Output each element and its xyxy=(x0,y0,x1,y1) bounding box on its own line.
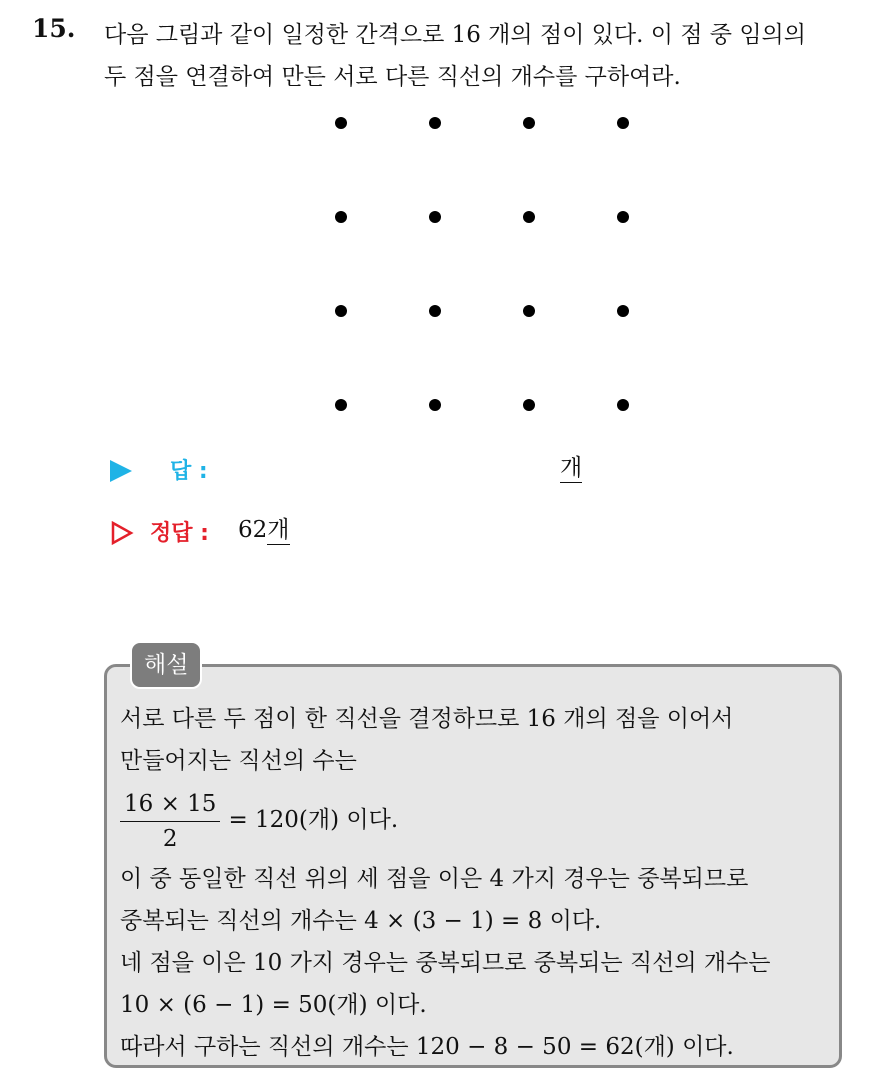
correct-answer-row xyxy=(110,516,510,550)
question-number: 15. xyxy=(32,14,76,43)
answer-row xyxy=(110,454,583,488)
solution-line: 서로 다른 두 점이 한 직선을 결정하므로 16 개의 점을 이어서 xyxy=(120,706,734,732)
play-triangle-icon xyxy=(110,460,132,482)
question-text xyxy=(104,14,874,98)
correct-value xyxy=(238,516,290,545)
grid-dot xyxy=(429,305,441,317)
correct-number: 62 xyxy=(238,517,268,543)
grid-dot xyxy=(523,305,535,317)
grid-dot xyxy=(335,399,347,411)
grid-dot xyxy=(523,117,535,129)
solution-line: 10 × (6 − 1) = 50(개) 이다. xyxy=(120,992,427,1018)
fraction-denominator: 2 xyxy=(162,825,178,852)
answer-blank[interactable] xyxy=(560,454,582,483)
grid-dot xyxy=(523,211,535,223)
grid-dot xyxy=(617,117,629,129)
fraction xyxy=(120,787,220,856)
grid-dot xyxy=(335,305,347,317)
solution-text xyxy=(120,698,840,1068)
solution-line: 만들어지는 직선의 수는 xyxy=(120,748,357,774)
grid-dot xyxy=(617,211,629,223)
grid-dot xyxy=(523,399,535,411)
grid-dot xyxy=(335,211,347,223)
answer-label: 답 : xyxy=(170,459,208,484)
correct-unit: 개 xyxy=(267,517,290,543)
fraction-numerator: 16 × 15 xyxy=(120,787,220,822)
solution-line: 네 점을 이은 10 가지 경우는 중복되므로 중복되는 직선의 개수는 xyxy=(120,950,771,976)
solution-line: 따라서 구하는 직선의 개수는 120 − 8 − 50 = 62(개) 이다. xyxy=(120,1034,734,1060)
correct-label: 정답 : xyxy=(150,521,209,546)
grid-dot xyxy=(429,399,441,411)
grid-dot xyxy=(617,399,629,411)
question-line-2: 두 점을 연결하여 만든 서로 다른 직선의 개수를 구하여라. xyxy=(104,64,681,90)
grid-dot xyxy=(429,211,441,223)
dot-grid-figure xyxy=(325,107,637,419)
solution-line: 중복되는 직선의 개수는 4 × (3 − 1) = 8 이다. xyxy=(120,908,602,934)
question-line-1: 다음 그림과 같이 일정한 간격으로 16 개의 점이 있다. 이 점 중 임의의 xyxy=(104,22,806,48)
solution-tag: 해설 xyxy=(130,641,202,689)
grid-dot xyxy=(429,117,441,129)
answer-unit: 개 xyxy=(560,455,583,481)
grid-dot xyxy=(335,117,347,129)
solution-fraction-line xyxy=(120,782,840,858)
fraction-result: = 120(개) 이다. xyxy=(228,807,399,833)
grid-dot xyxy=(617,305,629,317)
solution-line: 이 중 동일한 직선 위의 세 점을 이은 4 가지 경우는 중복되므로 xyxy=(120,866,749,892)
outline-triangle-icon xyxy=(110,521,134,545)
